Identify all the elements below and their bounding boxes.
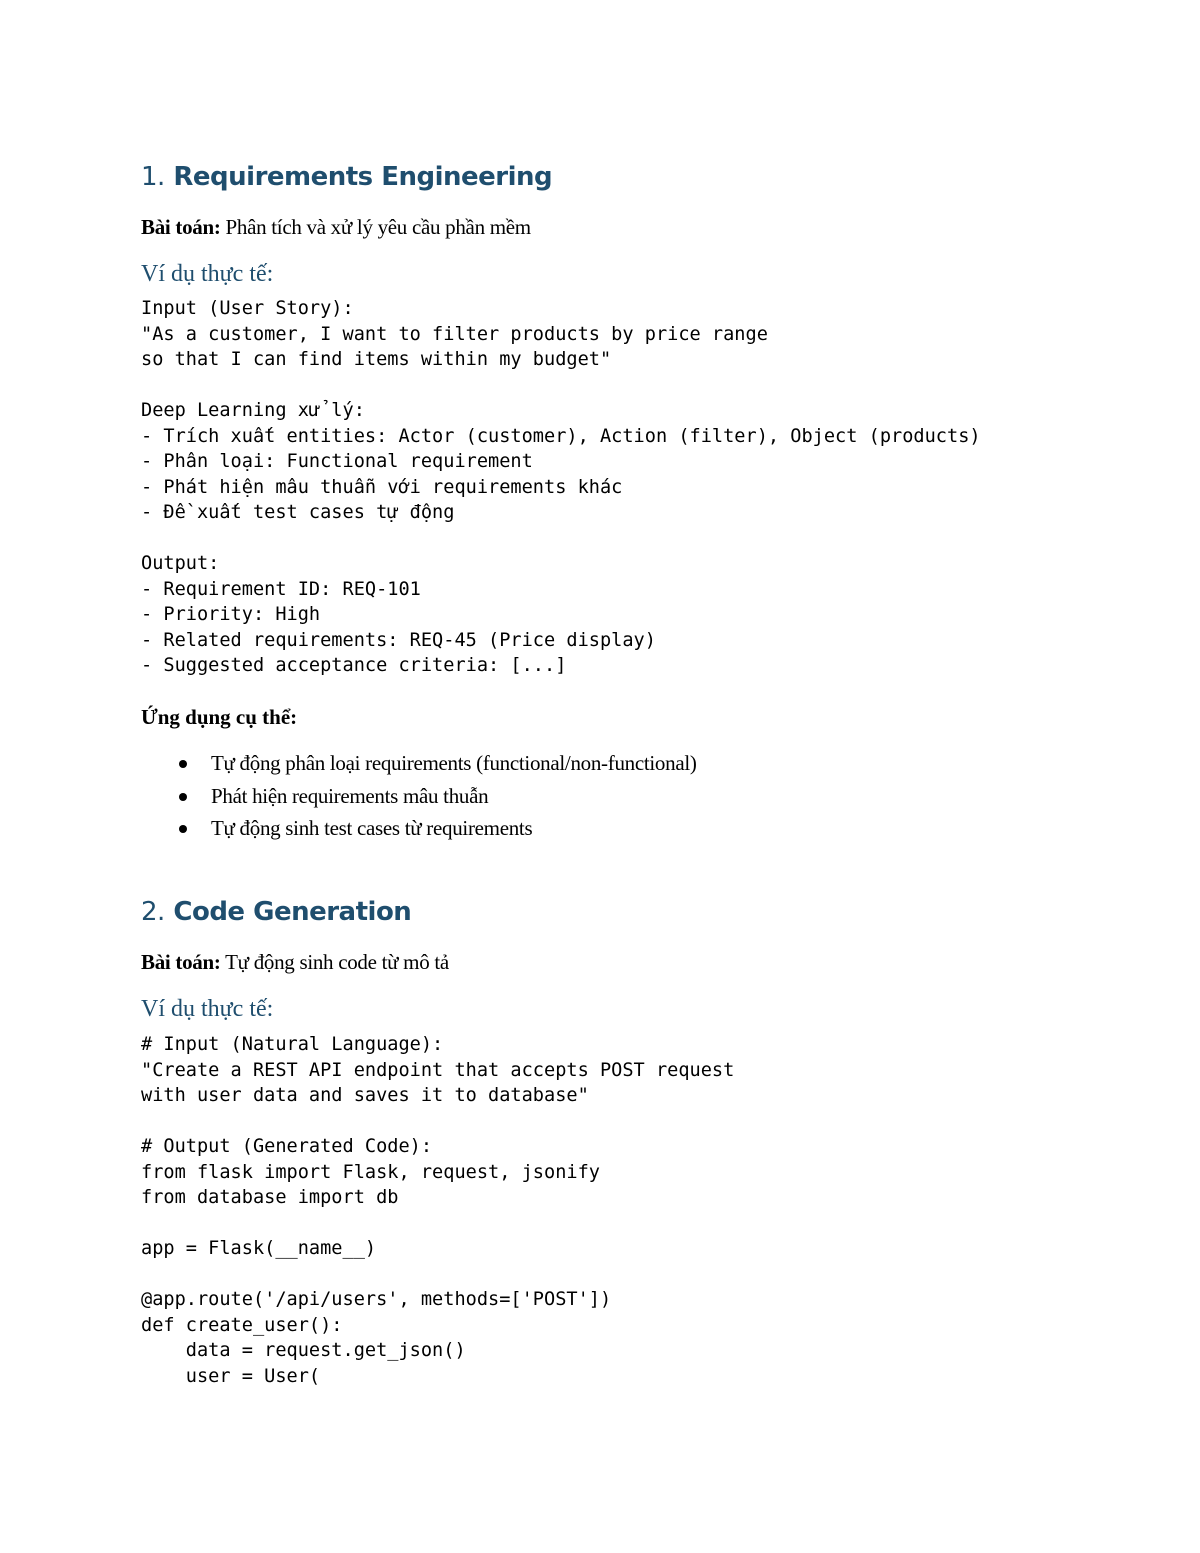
list-item-text: Tự động phân loại requirements (functional/non-functional) [211, 751, 697, 775]
code-line: - Requirement ID: REQ-101 [141, 578, 421, 600]
code-line: from flask import Flask, request, jsonify [141, 1161, 600, 1183]
list-item-text: Phát hiện requirements mâu thuẫn [211, 783, 489, 808]
code-line: Output: [141, 553, 220, 574]
code-line: app = Flask(__name__) [141, 1238, 377, 1259]
section-1-example-heading: Ví dụ thực tế: [141, 261, 274, 287]
code-line [141, 1262, 734, 1288]
section-1-problem [141, 213, 531, 241]
section-2-example-heading: Ví dụ thực tế: [141, 996, 274, 1022]
code-line: - Phân loại: Functional requirement [141, 451, 533, 472]
code-line: user = User( [141, 1365, 321, 1387]
list-item [179, 780, 697, 813]
section-1-heading [141, 161, 552, 193]
bullet-icon [179, 793, 187, 801]
code-line: data = request.get_json() [141, 1340, 466, 1361]
section-1-code-block [141, 296, 981, 679]
code-line: from database import db [141, 1187, 399, 1208]
section-1-problem-text: Phân tích và xử lý yêu cầu phần mềm [220, 215, 531, 239]
code-line: def create_user(): [141, 1314, 343, 1336]
code-line: - Trích xuất entities: Actor (customer), Action (filter), Object (products) [141, 425, 981, 447]
section-2-heading [141, 896, 411, 928]
section-2-problem [141, 948, 449, 976]
section-2-problem-label: Bài toán: [141, 950, 221, 974]
code-line: "As a customer, I want to filter products by price range [141, 323, 768, 345]
code-line [141, 1211, 734, 1237]
code-line: # Input (Natural Language): [141, 1034, 444, 1055]
bullet-icon [179, 760, 187, 768]
code-line: with user data and saves it to database" [141, 1085, 589, 1106]
code-line: - Suggested acceptance criteria: [...] [141, 655, 567, 676]
code-line: - Priority: High [141, 604, 321, 625]
code-line: @app.route('/api/users', methods=['POST']) [141, 1289, 612, 1310]
code-line: - Related requirements: REQ-45 (Price display) [141, 629, 656, 651]
code-line: so that I can find items within my budget" [141, 349, 612, 370]
section-2-number: 2. [141, 897, 165, 927]
code-line [141, 526, 981, 552]
section-1-number: 1. [141, 162, 165, 192]
code-line: Input (User Story): [141, 298, 354, 319]
code-line [141, 1109, 734, 1135]
section-1-applications-list [179, 747, 697, 845]
section-1-applications-heading: Ứng dụng cụ thể: [141, 705, 298, 729]
code-line: - Đề xuất test cases tự động [141, 502, 455, 523]
section-2-problem-text: Tự động sinh code từ mô tả [220, 950, 449, 974]
code-line: "Create a REST API endpoint that accepts POST request [141, 1059, 735, 1081]
bullet-icon [179, 825, 187, 833]
section-1-problem-label: Bài toán: [141, 215, 221, 239]
list-item-text: Tự động sinh test cases từ requirements [211, 816, 533, 840]
list-item [179, 747, 697, 780]
code-line [141, 373, 981, 399]
code-line: # Output (Generated Code): [141, 1136, 433, 1157]
section-1-title: Requirements Engineering [173, 162, 553, 192]
section-2-title: Code Generation [173, 897, 412, 927]
code-line: - Phát hiện mâu thuẫn với requirements khác [141, 476, 623, 498]
list-item [179, 812, 697, 845]
code-line: Deep Learning xử lý: [141, 400, 365, 421]
section-2-code-block [141, 1032, 734, 1389]
